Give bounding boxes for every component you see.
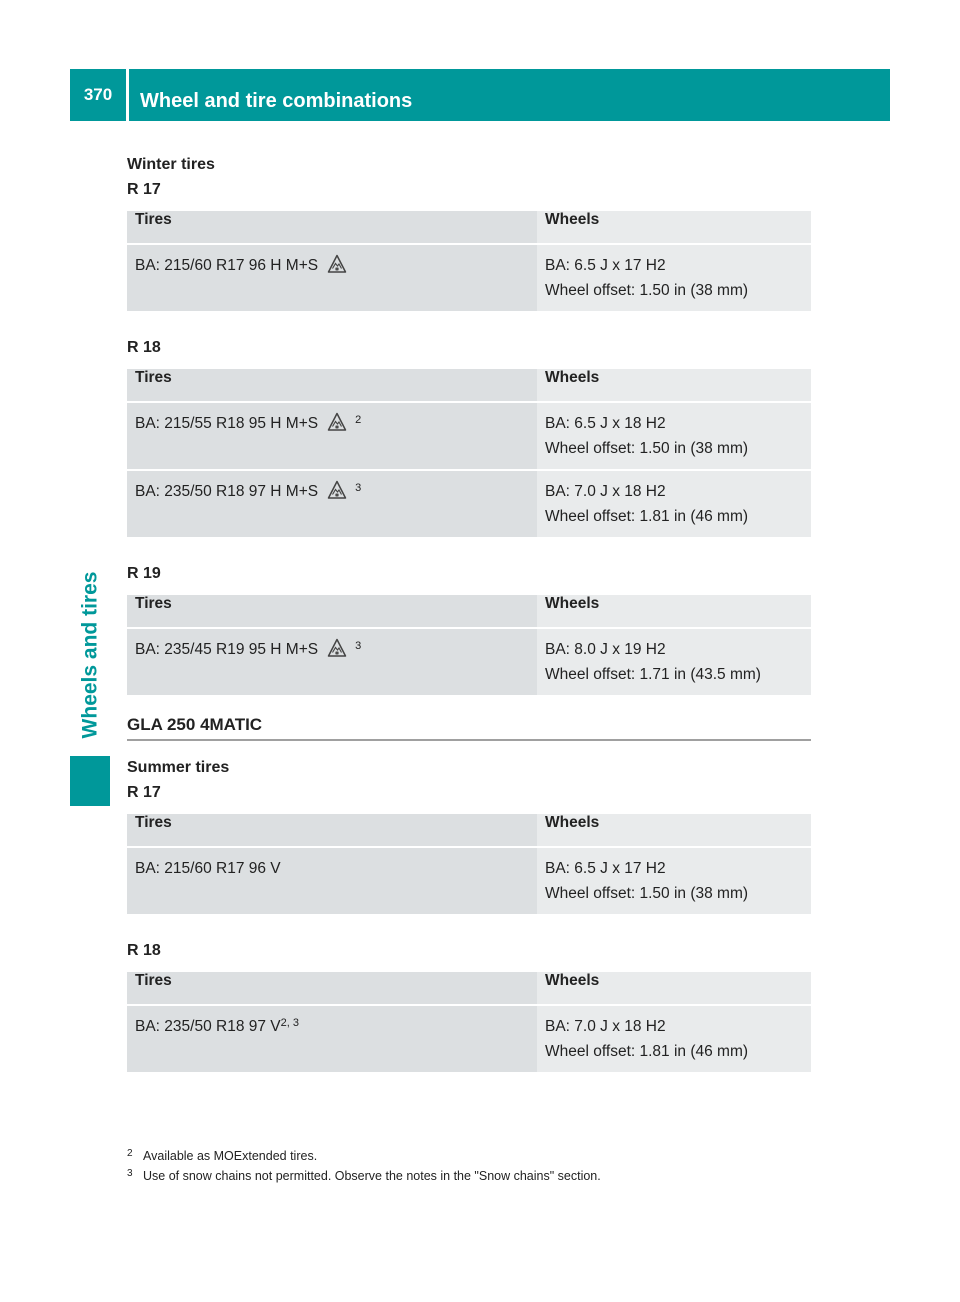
tire-wheel-table [127,972,811,1074]
tire-cell [127,847,537,915]
size-label: R 18 [127,942,161,959]
footnote-text: Available as MOExtended tires. [143,1149,318,1163]
tire-wheel-table [127,369,811,539]
wheel-offset: Wheel offset: 1.50 in (38 mm) [545,440,749,457]
tire-spec: BA: 235/45 R19 95 H M+S [135,641,319,658]
wheel-spec: BA: 7.0 J x 18 H2 [545,1018,666,1035]
tire-wheel-table [127,595,811,697]
footnote-text: Use of snow chains not permitted. Observe the notes in the "Snow chains" section. [143,1169,601,1183]
page-title: Wheel and tire combinations [140,90,413,112]
wheel-offset: Wheel offset: 1.50 in (38 mm) [545,885,749,902]
table-row [127,244,811,312]
tire-cell [127,1005,537,1073]
tire-cell [127,470,537,538]
tire-spec: BA: 215/60 R17 96 V [135,860,281,877]
table-header-row [127,972,811,1005]
table-row [127,470,811,538]
tire-spec: BA: 235/50 R18 97 V [135,1018,281,1035]
wheel-cell [537,1005,811,1073]
wheel-spec: BA: 7.0 J x 18 H2 [545,483,666,500]
side-section-tab [70,756,110,806]
tires-column-header: Tires [127,595,537,628]
tires-column-header: Tires [127,972,537,1005]
table-row [127,1005,811,1073]
size-label: R 19 [127,565,161,582]
size-label: R 17 [127,181,161,198]
table-row [127,847,811,915]
summer-tires-heading: Summer tires [127,759,230,776]
side-section-text: Wheels and tires [78,571,102,739]
snowflake-mountain-icon [327,638,347,658]
table-header-row [127,369,811,402]
wheel-offset: Wheel offset: 1.81 in (46 mm) [545,1043,749,1060]
wheel-cell [537,470,811,538]
tire-spec: BA: 235/50 R18 97 H M+S [135,483,319,500]
size-label: R 17 [127,784,161,801]
wheel-offset: Wheel offset: 1.71 in (43.5 mm) [545,666,761,683]
wheel-offset: Wheel offset: 1.81 in (46 mm) [545,508,749,525]
table-header-row [127,814,811,847]
table-header-row [127,595,811,628]
wheel-offset: Wheel offset: 1.50 in (38 mm) [545,282,749,299]
wheels-column-header: Wheels [537,972,811,1005]
wheel-cell [537,402,811,470]
tires-column-header: Tires [127,369,537,402]
wheel-cell [537,628,811,696]
table-row [127,402,811,470]
summer-tires-groups [127,780,811,1074]
side-section-label [70,560,110,750]
wheels-column-header: Wheels [537,369,811,402]
table-row [127,628,811,696]
footnote-number: 2 [127,1148,133,1159]
wheels-column-header: Wheels [537,211,811,244]
page-number: 370 [83,85,113,104]
tire-spec: BA: 215/60 R17 96 H M+S [135,257,319,274]
snowflake-mountain-icon [327,412,347,432]
winter-tires-groups [127,177,811,697]
tire-cell [127,244,537,312]
footnote-ref: 3 [355,482,362,494]
snowflake-mountain-icon [327,254,347,274]
tire-spec: BA: 215/55 R18 95 H M+S [135,415,319,432]
wheel-spec: BA: 6.5 J x 18 H2 [545,415,666,432]
winter-tires-heading: Winter tires [127,156,215,173]
tire-cell [127,402,537,470]
tire-cell [127,628,537,696]
wheels-column-header: Wheels [537,814,811,847]
wheel-spec: BA: 6.5 J x 17 H2 [545,257,666,274]
footnote-number: 3 [127,1168,133,1179]
wheels-column-header: Wheels [537,595,811,628]
footnote [127,1166,827,1186]
size-label: R 18 [127,339,161,356]
wheel-spec: BA: 6.5 J x 17 H2 [545,860,666,877]
footnote-ref: 2, 3 [280,1017,299,1029]
header-divider [126,69,129,121]
footnote-ref: 2 [355,414,362,426]
footnotes [127,1146,827,1186]
wheel-cell [537,847,811,915]
table-header-row [127,211,811,244]
footnote [127,1146,827,1166]
footnote-ref: 3 [355,640,362,652]
gla-section-title: GLA 250 4MATIC [127,715,811,741]
snowflake-mountain-icon [327,480,347,500]
wheel-cell [537,244,811,312]
tires-column-header: Tires [127,814,537,847]
wheel-spec: BA: 8.0 J x 19 H2 [545,641,666,658]
tires-column-header: Tires [127,211,537,244]
tire-wheel-table [127,211,811,313]
page-header [70,69,890,121]
main-content [127,152,811,1074]
tire-wheel-table [127,814,811,916]
